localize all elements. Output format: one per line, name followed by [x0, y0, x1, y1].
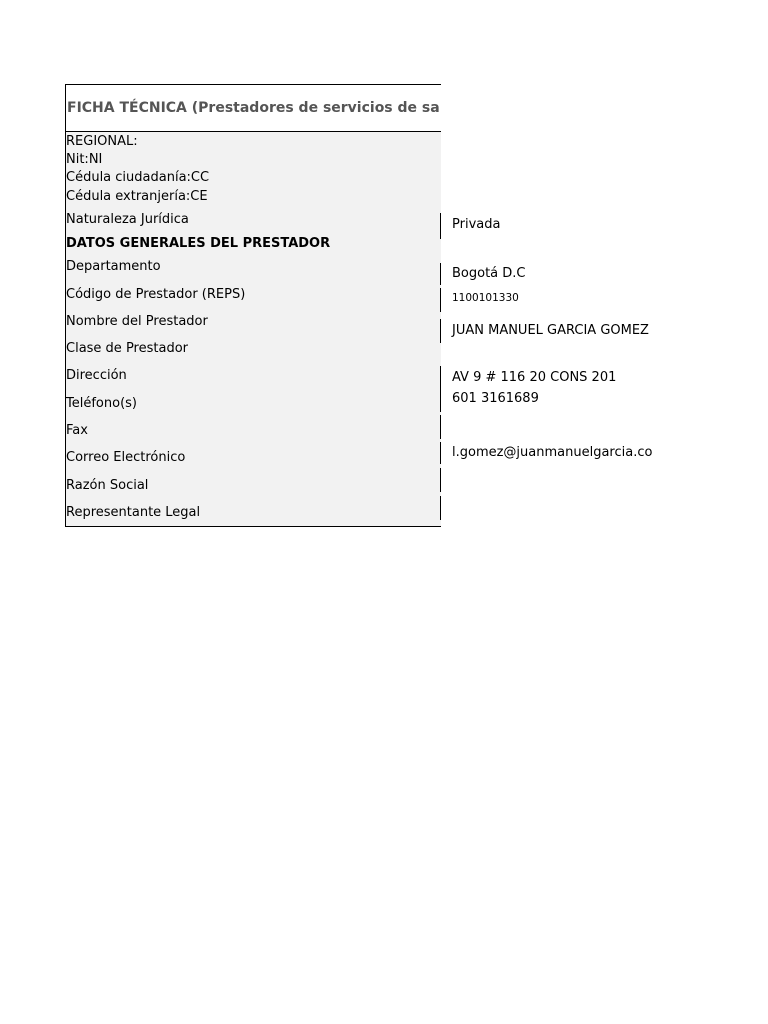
departamento-label: Departamento — [66, 259, 161, 274]
section-header: DATOS GENERALES DEL PRESTADOR — [66, 236, 331, 251]
telefonos-label: Teléfono(s) — [66, 396, 137, 411]
clase-prestador-label: Clase de Prestador — [66, 341, 188, 356]
cedula-ciudadania-legend: Cédula ciudadanía:CC — [66, 170, 210, 185]
correo-label: Correo Electrónico — [66, 450, 186, 465]
divider — [440, 213, 441, 239]
naturaleza-juridica-label: Naturaleza Jurídica — [66, 212, 189, 227]
fax-label: Fax — [66, 423, 88, 438]
nit-legend: Nit:NI — [66, 152, 103, 167]
codigo-prestador-label: Código de Prestador (REPS) — [66, 287, 246, 302]
divider — [440, 390, 441, 412]
divider — [440, 415, 441, 439]
divider — [440, 288, 441, 312]
divider — [440, 442, 441, 464]
direccion-label: Dirección — [66, 368, 127, 383]
divider — [440, 496, 441, 520]
divider — [440, 366, 441, 390]
divider — [440, 468, 441, 492]
divider — [440, 319, 441, 343]
razon-social-label: Razón Social — [66, 478, 149, 493]
title-cell — [65, 84, 441, 132]
departamento-value: Bogotá D.C — [452, 266, 526, 281]
nombre-prestador-value: JUAN MANUEL GARCIA GOMEZ — [452, 323, 649, 338]
telefonos-value: 601 3161689 — [452, 391, 539, 406]
naturaleza-juridica-value: Privada — [452, 217, 501, 232]
regional-label: REGIONAL: — [66, 134, 138, 149]
representante-legal-label: Representante Legal — [66, 505, 201, 520]
correo-value: l.gomez@juanmanuelgarcia.co — [452, 445, 653, 460]
nombre-prestador-label: Nombre del Prestador — [66, 314, 208, 329]
cedula-extranjeria-legend: Cédula extranjería:CE — [66, 189, 208, 204]
direccion-value: AV 9 # 116 20 CONS 201 — [452, 370, 617, 385]
codigo-prestador-value: 1100101330 — [452, 292, 519, 304]
document-title: FICHA TÉCNICA (Prestadores de servicios de sa — [67, 100, 440, 116]
divider — [440, 263, 441, 285]
